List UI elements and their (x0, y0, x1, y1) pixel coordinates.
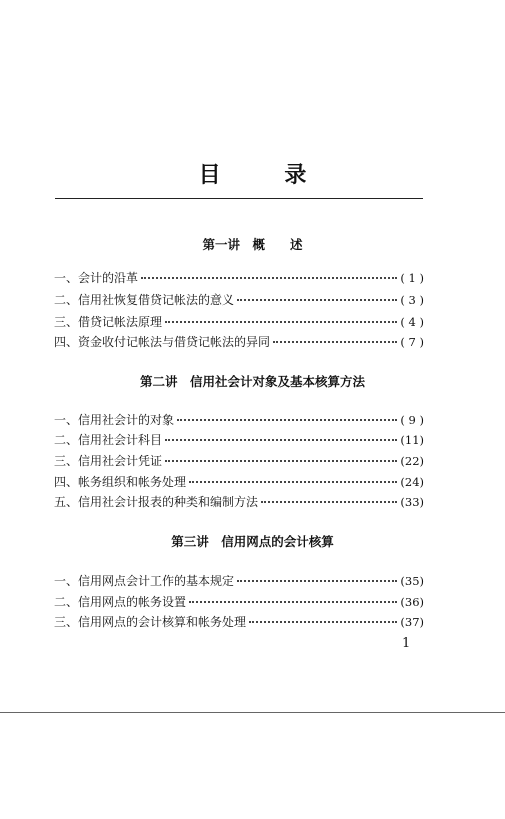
toc-entry (54, 593, 424, 609)
toc-entry (54, 411, 424, 427)
toc-entry (54, 313, 424, 329)
toc-entry (54, 452, 424, 468)
leader-dots (177, 419, 397, 421)
leader-dots (165, 460, 397, 462)
toc-entry-page: ( 3 ) (400, 293, 424, 307)
section-heading-2: 第二讲 信用社会计对象及基本核算方法 (139, 374, 365, 389)
leader-dots (261, 501, 397, 503)
page-number: 1 (402, 636, 411, 651)
leader-dots (237, 580, 397, 582)
toc-title: 目 录 (198, 163, 335, 188)
toc-entry-text: 一、会计的沿革 (54, 271, 139, 285)
toc-entry-page: (36) (400, 595, 424, 609)
toc-entry-page: (33) (400, 495, 424, 509)
leader-dots (249, 621, 397, 623)
toc-entry-page: (35) (400, 574, 424, 588)
leader-dots (237, 299, 397, 301)
leader-dots (141, 277, 397, 279)
toc-entry-text: 二、信用社会计科目 (54, 433, 163, 447)
toc-entry (54, 493, 424, 509)
leader-dots (165, 321, 397, 323)
toc-entry-text: 四、资金收付记帐法与借贷记帐法的异同 (54, 335, 271, 349)
toc-entry (54, 291, 424, 307)
toc-entry (54, 431, 424, 447)
toc-entry-text: 二、信用社恢复借贷记帐法的意义 (54, 293, 235, 307)
bottom-rule (0, 712, 505, 713)
toc-entry-text: 三、信用社会计凭证 (54, 454, 163, 468)
toc-entry-text: 四、帐务组织和帐务处理 (54, 475, 187, 489)
toc-entry-page: ( 7 ) (400, 335, 424, 349)
toc-entry-page: (24) (400, 475, 424, 489)
toc-entry (54, 473, 424, 489)
leader-dots (189, 481, 397, 483)
toc-entry-page: ( 4 ) (400, 315, 424, 329)
toc-entry-page: (22) (400, 454, 424, 468)
toc-entry-text: 五、信用社会计报表的种类和编制方法 (54, 495, 259, 509)
leader-dots (189, 601, 397, 603)
toc-entry-text: 一、信用网点会计工作的基本规定 (54, 574, 235, 588)
toc-entry-text: 二、信用网点的帐务设置 (54, 595, 187, 609)
toc-entry (54, 269, 424, 285)
toc-entry-page: (37) (400, 615, 424, 629)
leader-dots (273, 341, 397, 343)
toc-entry-page: ( 9 ) (400, 413, 424, 427)
toc-entry (54, 613, 424, 629)
toc-entry-page: ( 1 ) (400, 271, 424, 285)
section-heading-3: 第三讲 信用网点的会计核算 (171, 534, 334, 549)
toc-entry (54, 333, 424, 349)
toc-entry-text: 一、信用社会计的对象 (54, 413, 175, 427)
title-rule (55, 198, 423, 199)
section-heading-1: 第一讲 概 述 (202, 237, 303, 252)
toc-entry-page: (11) (400, 433, 424, 447)
toc-entry-text: 三、借贷记帐法原理 (54, 315, 163, 329)
toc-entry (54, 572, 424, 588)
leader-dots (165, 439, 397, 441)
toc-entry-text: 三、信用网点的会计核算和帐务处理 (54, 615, 247, 629)
